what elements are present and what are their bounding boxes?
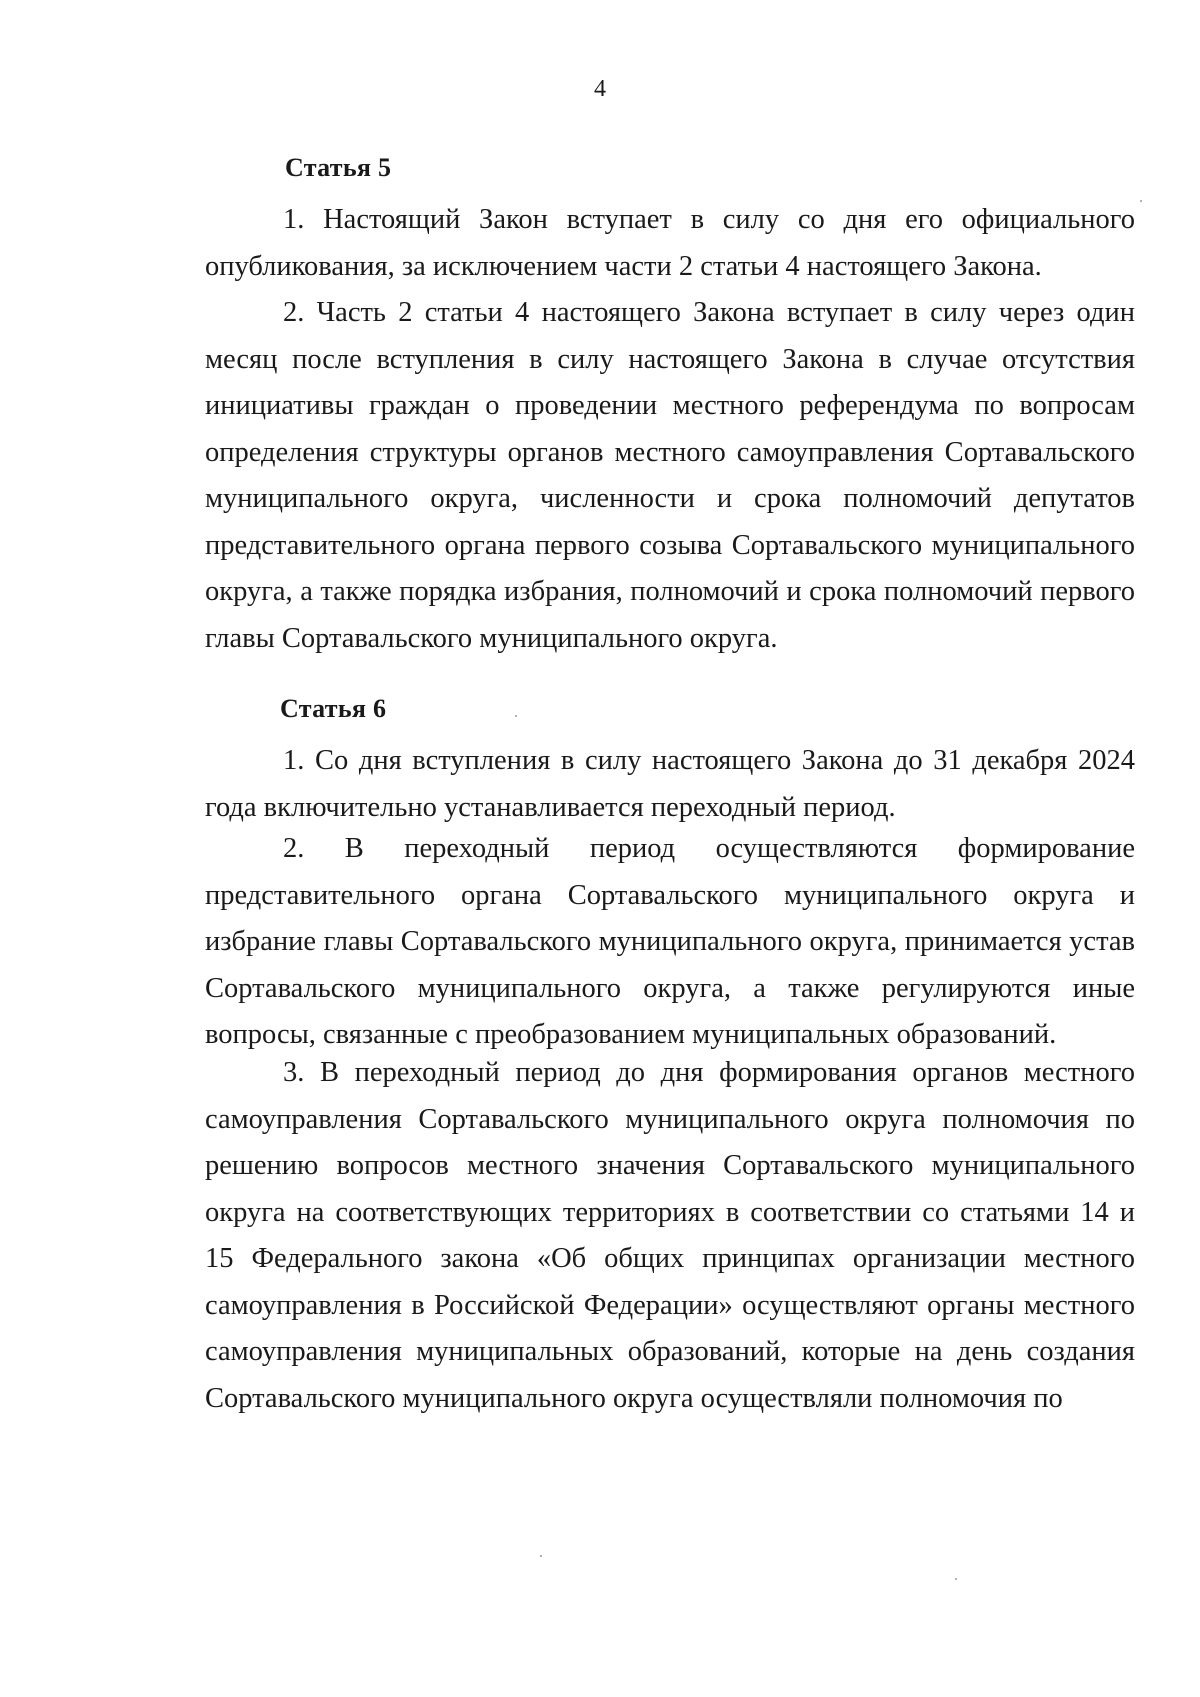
scan-speck	[955, 1578, 957, 1580]
article-5-heading: Статья 5	[285, 153, 392, 182]
article-5-paragraph-1: 1. Настоящий Закон вступает в силу со дня его официального опубликования, за исключением части 2 статьи 4 настоящего Закона.	[205, 204, 1135, 282]
page-number: 4	[594, 76, 606, 102]
scan-speck	[540, 1555, 542, 1557]
article-6-paragraph-3: 3. В переходный период до дня формирования органов местного самоуправления Сортавальского муниципального округа полномочия по решению вопросов местного значения Сортавальского муниципального округа на соответствующих территориях в соответствии со статьями 14 и 15 Федерального закона «Об общих принципах организации местного самоуправления в Российской Федерации» осуществляют органы местного самоуправления муниципальных образований, которые на день создания Сортавальского муниципального округа осуществляли полномочия по	[205, 1057, 1135, 1414]
article-6-paragraph-1: 1. Со дня вступления в силу настоящего Закона до 31 декабря 2024 года включительно устанавливается переходный период.	[205, 745, 1135, 823]
article-6-paragraph-2: 2. В переходный период осуществляются формирование представительного органа Сортавальского муниципального округа и избрание главы Сортавальского муниципального округа, принимается устав Сортавальского муниципального округа, а также регулируются иные вопросы, связанные с преобразованием муниципальных образований.	[205, 833, 1135, 1050]
scan-speck	[515, 715, 517, 717]
article-5-paragraph-2: 2. Часть 2 статьи 4 настоящего Закона вступает в силу через один месяц после вступления в силу настоящего Закона в случае отсутствия инициативы граждан о проведении местного референдума по вопросам определения структуры органов местного самоуправления Сортавальского муниципального округа, численности и срока полномочий депутатов представительного органа первого созыва Сортавальского муниципального округа, а также порядка избрания, полномочий и срока полномочий первого главы Сортавальского муниципального округа.	[205, 297, 1135, 654]
article-6-heading: Статья 6	[280, 694, 387, 723]
scan-speck	[1140, 200, 1142, 202]
